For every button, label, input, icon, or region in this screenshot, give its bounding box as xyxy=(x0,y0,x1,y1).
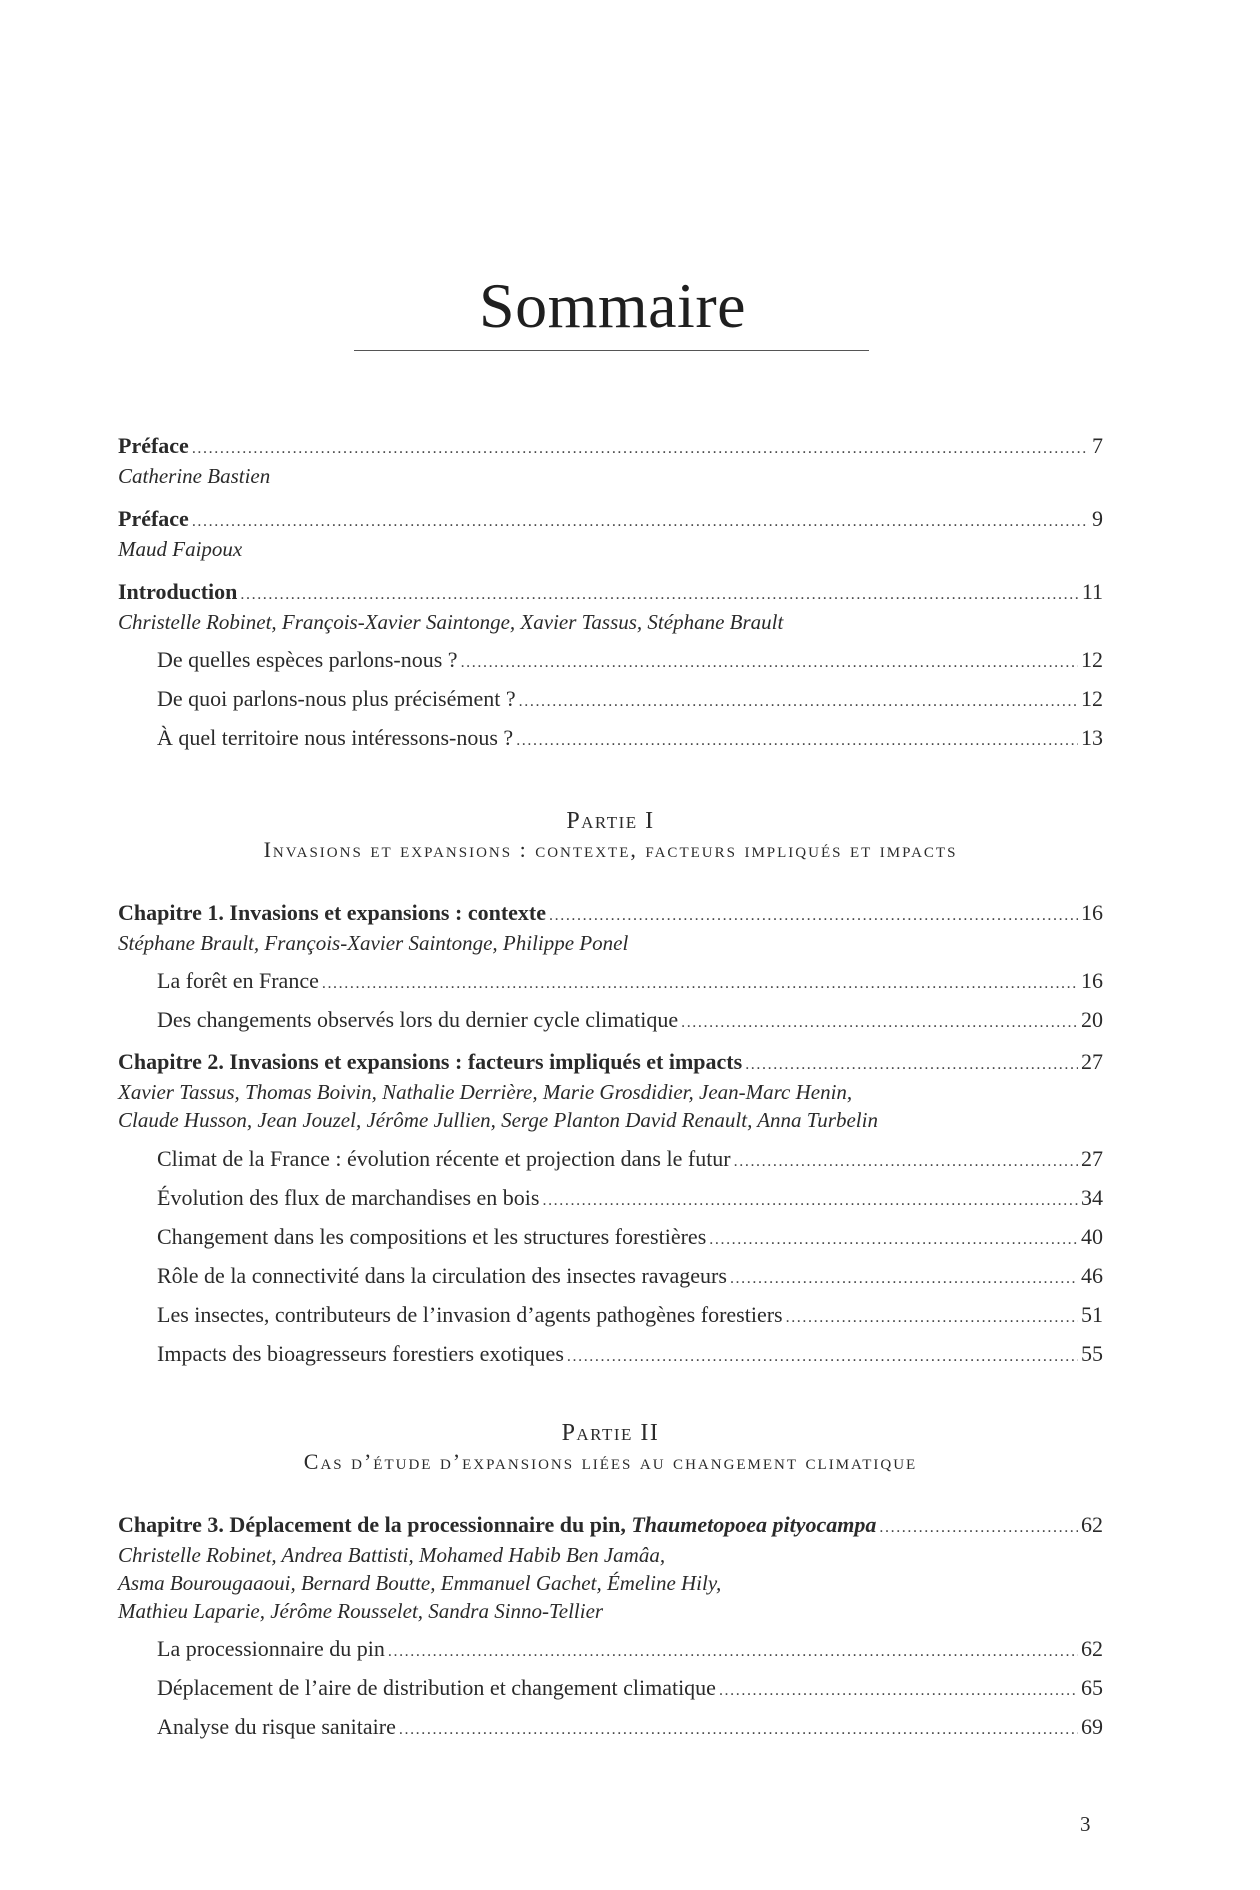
toc-entry-page: 11 xyxy=(1081,579,1103,604)
toc-entry-introduction[interactable] xyxy=(118,577,1103,610)
leader-dots xyxy=(709,1225,1078,1255)
page-title: Sommaire xyxy=(478,270,747,341)
toc-entry-page: 69 xyxy=(1081,1714,1103,1739)
toc-entry-preface-2[interactable] xyxy=(118,504,1103,537)
leader-dots xyxy=(399,1715,1078,1745)
toc-entry-label: Évolution des flux de marchandises en bois xyxy=(157,1185,540,1210)
toc-entry-label: Impacts des bioagresseurs forestiers exotiques xyxy=(157,1341,564,1366)
toc-entry-page: 16 xyxy=(1081,968,1103,993)
toc-entry-label: Déplacement de l’aire de distribution et changement climatique xyxy=(157,1675,716,1700)
toc-subentry[interactable] xyxy=(157,1673,1103,1706)
toc-entry-authors: Christelle Robinet, François-Xavier Saintonge, Xavier Tassus, Stéphane Brault xyxy=(118,610,784,634)
toc-subentry[interactable] xyxy=(157,1005,1103,1038)
leader-dots xyxy=(192,507,1089,537)
toc-entry-page: 62 xyxy=(1081,1512,1103,1537)
toc-entry-page: 62 xyxy=(1081,1636,1103,1661)
toc-entry-label: Introduction xyxy=(118,579,238,604)
toc-entry-label: À quel territoire nous intéressons-nous ? xyxy=(157,725,514,750)
toc-entry-page: 34 xyxy=(1081,1185,1103,1210)
leader-dots xyxy=(192,434,1089,464)
leader-dots xyxy=(879,1513,1078,1543)
toc-subentry[interactable] xyxy=(157,645,1103,678)
toc-entry-authors: Christelle Robinet, Andrea Battisti, Mohamed Habib Ben Jamâa, xyxy=(118,1543,666,1567)
leader-dots xyxy=(786,1303,1078,1333)
toc-entry-label: La forêt en France xyxy=(157,968,319,993)
toc-subentry[interactable] xyxy=(157,1300,1103,1333)
part-label: Partie I xyxy=(566,808,655,834)
toc-entry-page: 27 xyxy=(1081,1146,1103,1171)
toc-subentry[interactable] xyxy=(157,966,1103,999)
toc-entry-label: Des changements observés lors du dernier cycle climatique xyxy=(157,1007,679,1032)
toc-entry-label: Préface xyxy=(118,433,189,458)
toc-entry-page: 40 xyxy=(1081,1224,1103,1249)
toc-entry-authors: Catherine Bastien xyxy=(118,464,271,488)
toc-entry-label: La processionnaire du pin xyxy=(157,1636,385,1661)
leader-dots xyxy=(567,1342,1078,1372)
leader-dots xyxy=(542,1186,1078,1216)
leader-dots xyxy=(745,1050,1078,1080)
toc-entry-page: 9 xyxy=(1092,506,1103,531)
toc-entry-page: 12 xyxy=(1081,647,1103,672)
toc-entry-authors: Claude Husson, Jean Jouzel, Jérôme Jullien, Serge Planton David Renault, Anna Turbelin xyxy=(118,1108,878,1132)
leader-dots xyxy=(730,1264,1078,1294)
toc-subentry[interactable] xyxy=(157,1222,1103,1255)
toc-entry-label: Changement dans les compositions et les structures forestières xyxy=(157,1224,707,1249)
toc-subentry[interactable] xyxy=(157,1712,1103,1745)
toc-entry-chapter-3[interactable] xyxy=(118,1510,1103,1543)
toc-entry-page: 55 xyxy=(1081,1341,1103,1366)
page-number: 3 xyxy=(1080,1812,1091,1836)
toc-entry-chapter-1[interactable] xyxy=(118,898,1103,931)
part-title: Cas d’étude d’expansions liées au changement climatique xyxy=(303,1449,918,1474)
leader-dots xyxy=(240,580,1078,610)
toc-entry-label: Rôle de la connectivité dans la circulation des insectes ravageurs xyxy=(157,1263,727,1288)
toc-subentry[interactable] xyxy=(157,723,1103,756)
leader-dots xyxy=(516,726,1078,756)
part-heading-2 xyxy=(118,1418,1103,1476)
toc-entry-authors: Maud Faipoux xyxy=(118,537,243,561)
toc-entry-page: 46 xyxy=(1081,1263,1103,1288)
leader-dots xyxy=(681,1008,1078,1038)
toc-entry-page: 51 xyxy=(1081,1302,1103,1327)
toc-entry-label: Les insectes, contributeurs de l’invasion d’agents pathogènes forestiers xyxy=(157,1302,783,1327)
toc-entry-page: 27 xyxy=(1081,1049,1103,1074)
leader-dots xyxy=(322,969,1078,999)
part-heading-1 xyxy=(118,806,1103,864)
toc-entry-label: Climat de la France : évolution récente et projection dans le futur xyxy=(157,1146,731,1171)
toc-entry-label: Chapitre 1. Invasions et expansions : contexte xyxy=(118,900,547,925)
leader-dots xyxy=(734,1147,1078,1177)
leader-dots xyxy=(461,648,1078,678)
toc-entry-page: 12 xyxy=(1081,686,1103,711)
part-title: Invasions et expansions : contexte, facteurs impliqués et impacts xyxy=(263,837,958,862)
toc-subentry[interactable] xyxy=(157,684,1103,717)
toc-entry-page: 20 xyxy=(1081,1007,1103,1032)
toc-entry-label: Chapitre 2. Invasions et expansions : facteurs impliqués et impacts xyxy=(118,1049,743,1074)
toc-entry-authors: Mathieu Laparie, Jérôme Rousselet, Sandra Sinno-Tellier xyxy=(118,1599,604,1623)
leader-dots xyxy=(519,687,1078,717)
leader-dots xyxy=(388,1637,1078,1667)
leader-dots xyxy=(719,1676,1078,1706)
part-label: Partie II xyxy=(561,1420,660,1446)
toc-entry-label: Analyse du risque sanitaire xyxy=(157,1714,396,1739)
toc-subentry[interactable] xyxy=(157,1634,1103,1667)
toc-subentry[interactable] xyxy=(157,1144,1103,1177)
toc-entry-page: 65 xyxy=(1081,1675,1103,1700)
toc-entry-label: Préface xyxy=(118,506,189,531)
toc-subentry[interactable] xyxy=(157,1261,1103,1294)
toc-subentry[interactable] xyxy=(157,1183,1103,1216)
toc-entry-authors: Asma Bourougaaoui, Bernard Boutte, Emmanuel Gachet, Émeline Hily, xyxy=(118,1571,722,1595)
toc-entry-page: 13 xyxy=(1081,725,1103,750)
leader-dots xyxy=(549,901,1078,931)
toc-entry-label-text: Chapitre 3. Déplacement de la processionnaire du pin, xyxy=(118,1512,632,1537)
title-underline xyxy=(354,350,869,351)
species-name: Thaumetopoea pityocampa xyxy=(631,1512,877,1537)
toc-entry-chapter-2[interactable] xyxy=(118,1047,1103,1080)
toc-entry-preface-1[interactable] xyxy=(118,431,1103,464)
toc-entry-label: De quoi parlons-nous plus précisément ? xyxy=(157,686,516,711)
toc-entry-label: De quelles espèces parlons-nous ? xyxy=(157,647,458,672)
toc-entry-authors: Stéphane Brault, François-Xavier Saintonge, Philippe Ponel xyxy=(118,931,629,955)
toc-subentry[interactable] xyxy=(157,1339,1103,1372)
toc-entry-page: 7 xyxy=(1092,433,1103,458)
toc-entry-page: 16 xyxy=(1081,900,1103,925)
toc-entry-label xyxy=(118,1510,876,1540)
toc-entry-authors: Xavier Tassus, Thomas Boivin, Nathalie Derrière, Marie Grosdidier, Jean-Marc Henin, xyxy=(118,1080,853,1104)
